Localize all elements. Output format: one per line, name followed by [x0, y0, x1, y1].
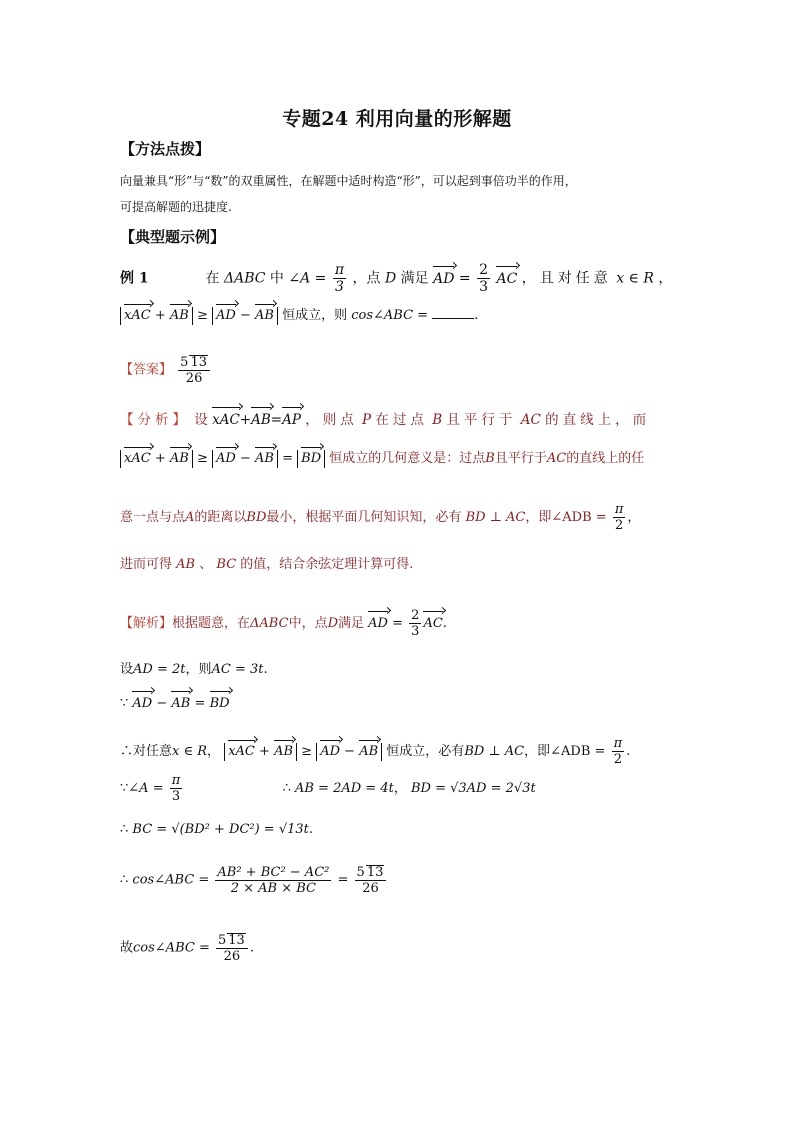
solution-line3: ∵ AD − AB = BD [120, 694, 230, 714]
solution-line4: ∴对任意x ∈ R， xAC + AB ≥ AD − AB 恒成立，必有BD ⊥ AC，即∠ADB = $\frac{\pi}{2}$ . [120, 736, 631, 767]
section-method-heading: 【方法点拨】 [120, 140, 211, 158]
example-label: 例 1 [120, 270, 149, 287]
answer-line [120, 354, 212, 386]
solution-line2: 设AD = 2t，则AC = 3t. [120, 662, 268, 677]
analysis-label: 【分析】 [120, 412, 190, 428]
answer-fraction: $\frac{5 13}{26}$ [178, 354, 210, 386]
answer-label: 【答案】 [120, 362, 173, 378]
page-title: 专题24 利用向量的形解题 [282, 108, 512, 130]
analysis-line1: 【分析】 设 xAC+AB=AP ，则点 P 在过点 B 且平行于 AC 的直线上，而 [120, 412, 651, 428]
analysis-line4: 进而可得 AB 、 BC 的值，结合余弦定理计算可得. [120, 557, 414, 572]
answer-blank [432, 306, 474, 319]
abs-AD-minus-AB: AD − AB [212, 307, 278, 325]
fraction-pi-over-3: $\frac{\pi}{3}$ [334, 262, 345, 295]
analysis-line3: 意一点与点A的距离以BD最小，根据平面几何知识知，必有 BD ⊥ AC，即∠ADB = $\frac{\pi}{2}$ ， [120, 502, 641, 533]
solution-line7: ∴ cos∠ABC = $\frac{\text{AB² + BC² − AC²}}{2 \times AB \times BC}$ = $\frac{5 13}{26}$ [120, 864, 388, 896]
example1-line1: 例 1 在 ΔABC 中 ∠A = $\frac{\pi}{3}$ ，点 D 满足 AD = $\frac{2}{3}$ AC ，且对任意 x ∈ R ， [120, 262, 673, 295]
solution-label: 【解析】 [120, 616, 173, 631]
solution-line1: 【解析】根据题意，在ΔABC中，点D满足 AD = $\frac{2}{3}$ AC. [120, 608, 447, 639]
solution-line6: ∴ BC = √(BD² + DC²) = √13t. [120, 822, 314, 837]
abs-xAC-plus-AB: xAC + AB [120, 307, 193, 325]
method-text-line1: 向量兼具“形”与“数”的双重属性，在解题中适时构造“形”，可以起到事倍功半的作用， [120, 174, 577, 188]
method-text-line2: 可提高解题的迅捷度. [120, 200, 232, 214]
analysis-line2: xAC + AB ≥ AD − AB = BD 恒成立的几何意义是：过点B且平行于AC的直线上的任 [120, 449, 644, 469]
section-examples-heading: 【典型题示例】 [120, 228, 226, 246]
example1-line2: xAC + AB ≥ AD − AB 恒成立，则 cos∠ABC = . [120, 306, 478, 326]
solution-line5: ∵∠A = $\frac{\pi}{3}$ ∴ AB = 2AD = 4t， BD = √3AD = 2√3t [120, 773, 536, 804]
fraction-2-over-3: $\frac{2}{3}$ [479, 262, 489, 295]
solution-final: 故cos∠ABC = $\frac{5 13}{26}$ . [120, 933, 254, 964]
